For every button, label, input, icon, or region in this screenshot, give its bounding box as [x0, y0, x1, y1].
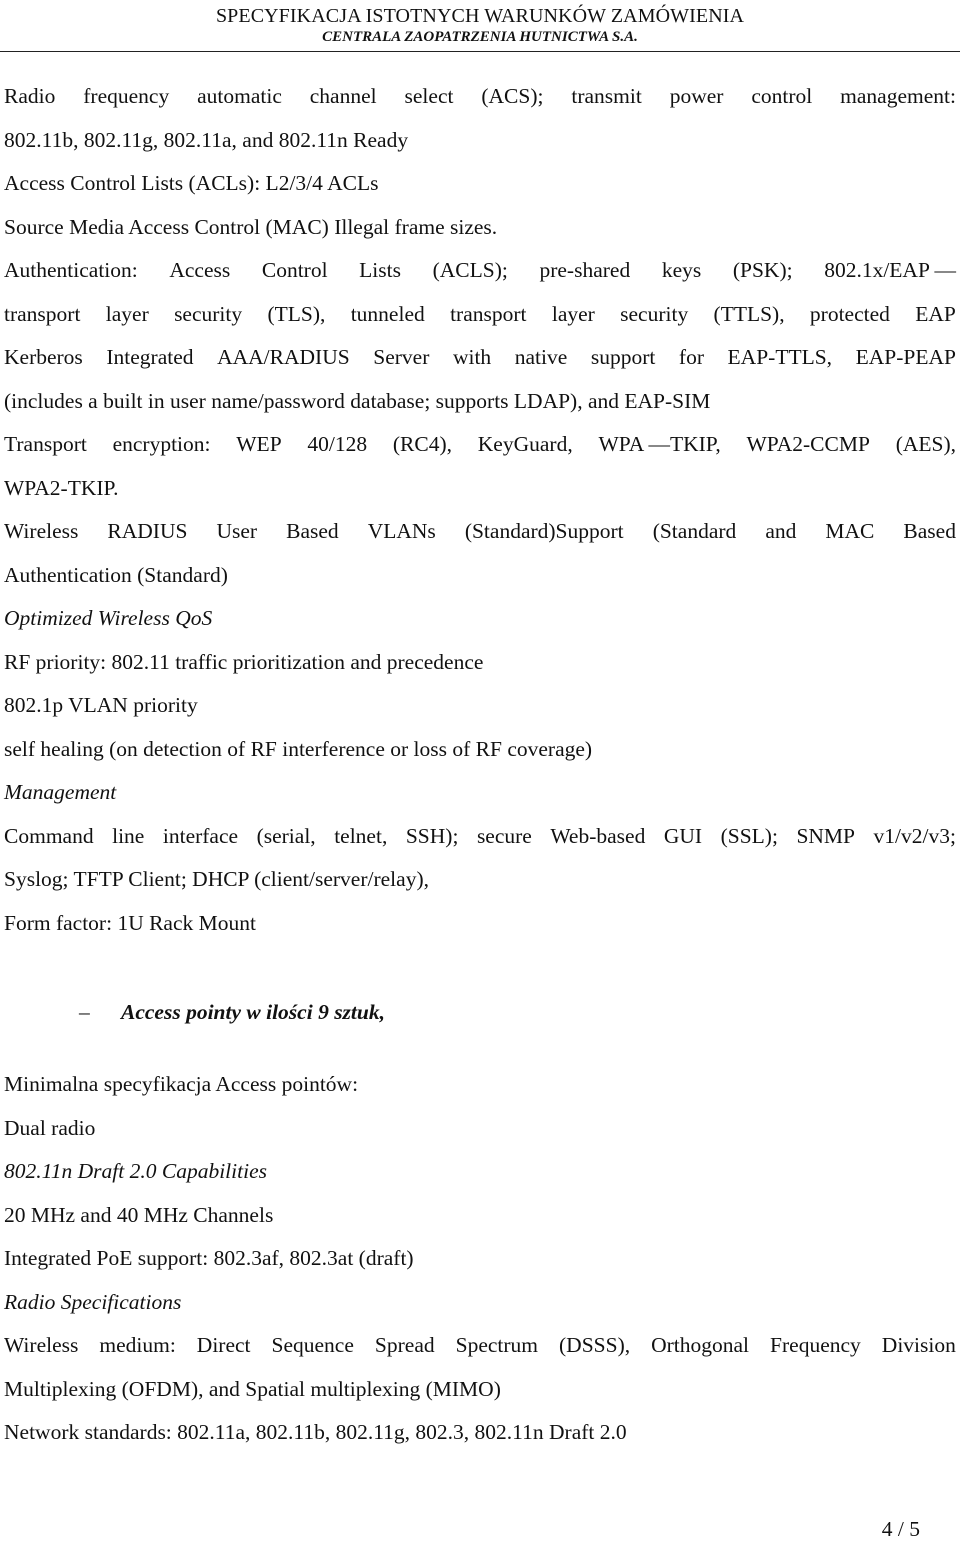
word: Radio [4, 84, 56, 108]
acl-line: Access Control Lists (ACLs): L2/3/4 ACLs [4, 171, 379, 195]
word: VLANs [367, 519, 436, 543]
word: EAP-PEAP [855, 345, 956, 369]
word: (AES), [895, 432, 956, 456]
management-heading: Management [4, 780, 117, 804]
header-divider [0, 51, 960, 52]
word: security [174, 301, 243, 326]
word: Wireless [4, 1333, 79, 1357]
word: (Standard [652, 519, 737, 543]
radius-cont-line: Authentication (Standard) [4, 562, 228, 587]
cli-line [4, 815, 956, 859]
word: (ACLS); [432, 258, 508, 282]
word: telnet, [334, 823, 388, 848]
vlan-priority-line: 802.1p VLAN priority [4, 693, 198, 717]
word: encryption: [112, 432, 211, 456]
radio-spec-heading: Radio Specifications [4, 1289, 182, 1314]
word: support [590, 345, 656, 369]
word: (TLS), [267, 301, 326, 326]
word: SNMP [796, 823, 856, 848]
word: and [765, 519, 797, 543]
word: power [669, 84, 724, 108]
word: Authentication: [4, 258, 138, 282]
word: Integrated [106, 345, 194, 369]
word: (Standard)Support [464, 519, 624, 543]
word: transport [4, 301, 81, 326]
word: Frequency [770, 1333, 861, 1357]
word: WPA2-CCMP [746, 432, 870, 456]
word: line [112, 823, 145, 848]
bullet-item [4, 991, 956, 1036]
word: GUI [663, 823, 703, 848]
acs-cont-line: 802.11b, 802.11g, 802.11a, and 802.11n Ready [4, 127, 409, 152]
bullet-text: Access pointy w ilości 9 sztuk, [121, 1000, 385, 1024]
word: MAC [825, 519, 875, 543]
word: AAA/RADIUS [217, 345, 350, 369]
word: Orthogonal [651, 1333, 750, 1357]
mac-line: Source Media Access Control (MAC) Illegal frame sizes. [4, 214, 498, 239]
word: Access [169, 258, 231, 282]
acs-line [4, 75, 956, 119]
min-spec-line: Minimalna specyfikacja Access pointów: [4, 1072, 359, 1096]
channels-line: 20 MHz and 40 MHz Channels [4, 1202, 274, 1227]
dual-radio-line: Dual radio [4, 1115, 96, 1140]
word: Command [4, 823, 94, 848]
word: Kerberos [4, 345, 83, 369]
header-subtitle: CENTRALA ZAOPATRZENIA HUTNICTWA S.A. [322, 29, 638, 45]
word: medium: [99, 1333, 176, 1357]
spacer [4, 1036, 956, 1063]
word: (ACS); [481, 84, 544, 108]
word: native [514, 345, 568, 369]
word: (SSL); [720, 823, 778, 848]
word: secure [476, 823, 532, 848]
includes-line: (includes a built in user name/password database; supports LDAP), and EAP-SIM [4, 388, 711, 413]
word: Spread [374, 1333, 435, 1357]
word: layer [105, 301, 149, 326]
word: 802.1x/EAP — [824, 258, 956, 282]
word: Control [261, 258, 328, 282]
word: transport [450, 301, 527, 326]
header-title: SPECYFIKACJA ISTOTNYCH WARUNKÓW ZAMÓWIENIA [215, 5, 745, 27]
word: management: [840, 84, 956, 108]
kerberos-line [4, 336, 956, 380]
word: EAP [915, 301, 956, 326]
qos-heading: Optimized Wireless QoS [4, 606, 213, 630]
word: select [404, 84, 454, 108]
word: protected [809, 301, 890, 326]
page-header [0, 4, 960, 46]
draft-heading: 802.11n Draft 2.0 Capabilities [4, 1159, 267, 1183]
page-number: 4 / 5 [881, 1517, 920, 1541]
word: Based [286, 519, 339, 543]
wpa2tkip-line: WPA2-TKIP. [4, 475, 119, 500]
transport-line [4, 423, 956, 467]
word: Transport [4, 432, 87, 456]
tls-line [4, 293, 956, 337]
bullet-dash: – [79, 1000, 90, 1024]
word: Lists [359, 258, 401, 282]
spacer [4, 945, 956, 991]
word: (TTLS), [713, 301, 785, 326]
word: automatic [197, 84, 282, 108]
syslog-line: Syslog; TFTP Client; DHCP (client/server/relay), [4, 867, 429, 891]
word: Sequence [271, 1333, 354, 1357]
word: SSH); [405, 823, 459, 848]
word: WEP [236, 432, 282, 456]
word: EAP-TTLS, [727, 345, 833, 369]
word: Based [903, 519, 956, 543]
word: for [678, 345, 704, 369]
word: 40/128 [307, 432, 368, 456]
word: transmit [571, 84, 642, 108]
word: layer [551, 301, 595, 326]
medium-cont-line: Multiplexing (OFDM), and Spatial multiplexing (MIMO) [4, 1376, 501, 1401]
poe-line: Integrated PoE support: 802.3af, 802.3at (draft) [4, 1246, 414, 1270]
word: Spectrum [455, 1333, 539, 1357]
word: pre-shared [539, 258, 631, 282]
medium-line [4, 1324, 956, 1368]
rf-priority-line: RF priority: 802.11 traffic prioritization and precedence [4, 649, 484, 674]
word: RADIUS [107, 519, 188, 543]
standards-line: Network standards: 802.11a, 802.11b, 802.11g, 802.3, 802.11n Draft 2.0 [4, 1420, 627, 1444]
word: Direct [196, 1333, 251, 1357]
word: Web-based [550, 823, 646, 848]
word: (PSK); [732, 258, 793, 282]
word: tunneled [350, 301, 425, 326]
auth-line [4, 249, 956, 293]
word: keys [661, 258, 702, 282]
word: (serial, [256, 823, 316, 848]
word: channel [309, 84, 377, 108]
word: Division [881, 1333, 956, 1357]
document-body [4, 75, 956, 1455]
form-factor-line: Form factor: 1U Rack Mount [4, 910, 256, 935]
word: (DSSS), [559, 1333, 631, 1357]
word: v1/v2/v3; [873, 823, 956, 848]
word: User [216, 519, 258, 543]
word: Wireless [4, 519, 79, 543]
self-healing-line: self healing (on detection of RF interference or loss of RF coverage) [4, 736, 593, 761]
word: interface [162, 823, 239, 848]
word: KeyGuard, [477, 432, 573, 456]
word: Server [373, 345, 430, 369]
word: with [452, 345, 492, 369]
word: (RC4), [392, 432, 453, 456]
word: WPA —TKIP, [598, 432, 721, 456]
word: frequency [83, 84, 170, 108]
radius-line [4, 510, 956, 554]
word: security [620, 301, 689, 326]
word: control [751, 84, 813, 108]
